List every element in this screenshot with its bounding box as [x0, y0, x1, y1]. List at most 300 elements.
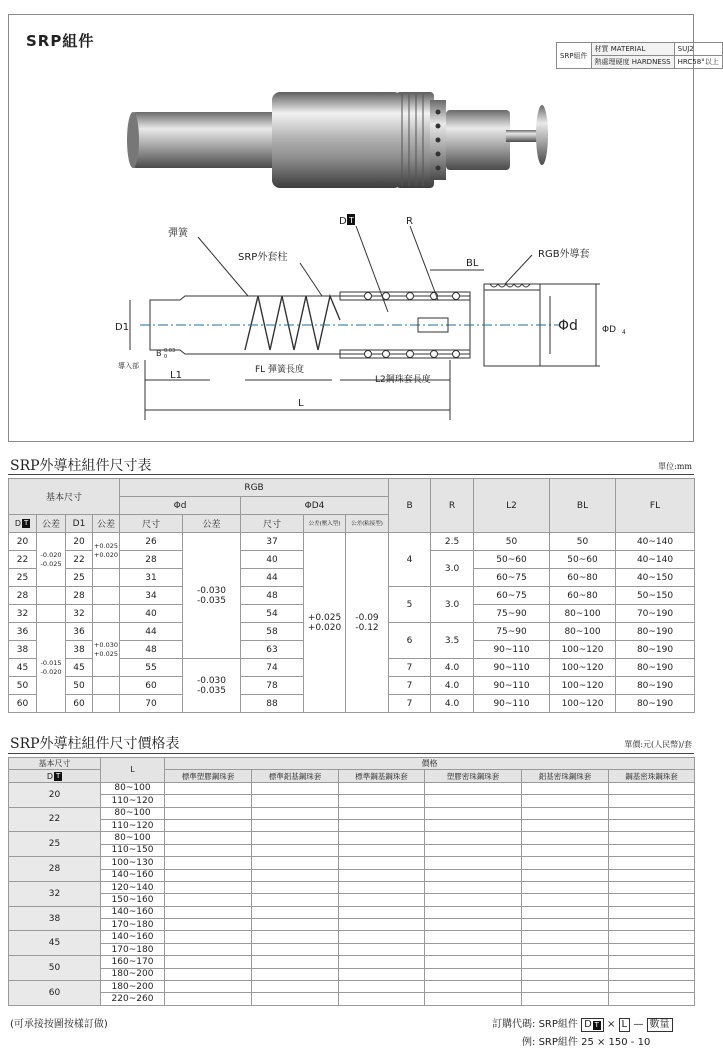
t1-d: 44 [120, 623, 183, 641]
t1-r: 3.0 [431, 587, 474, 623]
t1-d4-tol-press: +0.025 +0.020 [304, 533, 346, 713]
t2-row [9, 782, 695, 794]
t1-dt: 20 [9, 533, 37, 551]
t2-l: 110~150 [101, 844, 165, 856]
t2-price-cell [165, 795, 252, 807]
t2-price-cell [339, 968, 425, 980]
t1-d4: 48 [241, 587, 304, 605]
t1-d1: 38 [66, 641, 93, 659]
t2-price-cell [609, 993, 695, 1005]
t2-price-cell [165, 869, 252, 881]
t1-d: 34 [120, 587, 183, 605]
t2-price-cell [425, 968, 522, 980]
t2-price-cell [522, 832, 609, 844]
t1-r-header: R [431, 479, 474, 533]
t1-size-header: 尺寸 [120, 515, 183, 533]
t1-d4: 40 [241, 551, 304, 569]
t2-price-cell [339, 906, 425, 918]
label-b-tol-top: 0.03 [164, 348, 176, 354]
t1-bl-header: BL [550, 479, 616, 533]
t1-b: 5 [389, 587, 431, 623]
t1-d1: 28 [66, 587, 93, 605]
t2-row [9, 881, 695, 893]
t1-bl: 80~100 [550, 605, 616, 623]
t2-price-cell [609, 795, 695, 807]
t2-price-cell [425, 919, 522, 931]
label-spring: 彈簧 [168, 228, 188, 239]
t2-price-cell [339, 819, 425, 831]
t2-price-cell [252, 881, 339, 893]
t1-rgb-header: RGB [120, 479, 389, 497]
label-rgb-guide: RGB外導套 [538, 249, 590, 260]
t1-d1: 50 [66, 677, 93, 695]
t2-dt: 60 [9, 981, 101, 1006]
t1-dt: 45 [9, 659, 37, 677]
t2-price-cell [425, 906, 522, 918]
t1-fl: 80~190 [616, 659, 695, 677]
t1-d: 55 [120, 659, 183, 677]
t1-l2: 60~75 [474, 569, 550, 587]
t2-dt: 28 [9, 857, 101, 882]
t2-price-col: 鋼基密珠鋼珠套 [609, 770, 695, 782]
t2-price-cell [522, 968, 609, 980]
t1-d1-tol [93, 677, 120, 695]
technical-drawing [130, 226, 600, 420]
t2-l: 120~140 [101, 881, 165, 893]
page-title: SRP組件 [26, 32, 95, 50]
t1-d1-tol [93, 695, 120, 713]
t2-price-cell [425, 993, 522, 1005]
t2-price-cell [425, 931, 522, 943]
t1-l2: 60~75 [474, 587, 550, 605]
t1-fl: 40~150 [616, 569, 695, 587]
t2-row [9, 906, 695, 918]
t2-price-cell [522, 782, 609, 794]
t2-price-cell [165, 819, 252, 831]
t1-dt-header: D T [9, 515, 37, 533]
t2-dt-header: D T [9, 770, 101, 782]
t2-l: 80~100 [101, 782, 165, 794]
dimension-table [8, 478, 695, 713]
t2-price-cell [522, 881, 609, 893]
t1-d4: 58 [241, 623, 304, 641]
spec-product: SRP組件 [557, 43, 592, 69]
t2-price-cell [522, 857, 609, 869]
t2-price-cell [522, 819, 609, 831]
t1-dt: 28 [9, 587, 37, 605]
t1-tol-press-header: 公差(壓入型) [304, 515, 346, 533]
t1-dt: 36 [9, 623, 37, 641]
t2-row [9, 857, 695, 869]
label-b-tol-bot: 0 [164, 354, 168, 360]
t2-body [9, 782, 695, 1005]
table2-title: SRP外導柱組件尺寸價格表 [10, 736, 180, 752]
spec-hardness-value: HRC58°以上 [674, 56, 722, 69]
t2-price-cell [165, 894, 252, 906]
t2-price-cell [165, 782, 252, 794]
t1-bl: 100~120 [550, 677, 616, 695]
t2-price-cell [252, 968, 339, 980]
t1-d1: 60 [66, 695, 93, 713]
label-fl: FL 彈簧長度 [255, 365, 305, 375]
t2-price-cell [609, 931, 695, 943]
t1-tol2-header: 公差 [93, 515, 120, 533]
t2-price-cell [522, 906, 609, 918]
t1-body [9, 533, 695, 713]
t2-l: 140~160 [101, 906, 165, 918]
t2-price-cell [522, 807, 609, 819]
t1-d4-tol-glue: -0.09 -0.12 [346, 533, 389, 713]
t1-d1: 32 [66, 605, 93, 623]
t1-fl: 40~140 [616, 533, 695, 551]
t2-price-cell [339, 919, 425, 931]
t2-l: 160~170 [101, 956, 165, 968]
t2-price-cell [609, 832, 695, 844]
table1-rule [8, 474, 694, 475]
t2-price-cell [165, 807, 252, 819]
t2-row [9, 869, 695, 881]
t2-price-cell [339, 931, 425, 943]
label-outer-post: SRP外套柱 [238, 252, 288, 263]
t2-price-cell [609, 881, 695, 893]
t1-b: 7 [389, 695, 431, 713]
t2-price-header: 價格 [165, 758, 695, 770]
t2-price-cell [252, 993, 339, 1005]
t2-price-cell [522, 931, 609, 943]
t1-dt: 38 [9, 641, 37, 659]
t1-d1: 45 [66, 659, 93, 677]
t2-price-cell [609, 844, 695, 856]
t1-fl: 50~150 [616, 587, 695, 605]
t1-d4: 37 [241, 533, 304, 551]
t2-price-cell [425, 795, 522, 807]
t1-d: 28 [120, 551, 183, 569]
t1-l2: 90~110 [474, 659, 550, 677]
t2-price-cell [339, 869, 425, 881]
svg-text:T: T [349, 216, 354, 225]
t2-l: 140~160 [101, 869, 165, 881]
t2-price-cell [425, 881, 522, 893]
t2-price-cell [252, 919, 339, 931]
spec-material-label: 材質 MATERIAL [591, 43, 674, 56]
t2-price-cell [609, 906, 695, 918]
t2-price-cell [609, 943, 695, 955]
label-phi-d4-sub: 4 [622, 329, 626, 336]
t1-dt: 50 [9, 677, 37, 695]
t2-dt: 38 [9, 906, 101, 931]
t1-r: 2.5 [431, 533, 474, 551]
t2-price-cell [425, 819, 522, 831]
t2-price-cell [425, 869, 522, 881]
t2-price-col: 標準塑膠鋼珠套 [165, 770, 252, 782]
t1-d4: 78 [241, 677, 304, 695]
t2-price-cell [522, 844, 609, 856]
t2-price-cell [165, 931, 252, 943]
t2-price-cell [339, 782, 425, 794]
t2-price-cell [339, 956, 425, 968]
t1-bl: 60~80 [550, 587, 616, 605]
t1-d: 31 [120, 569, 183, 587]
t1-b-header: B [389, 479, 431, 533]
t2-l: 170~180 [101, 943, 165, 955]
t2-row [9, 844, 695, 856]
t2-price-cell [609, 956, 695, 968]
t2-l: 170~180 [101, 919, 165, 931]
t2-price-cell [165, 844, 252, 856]
t2-price-cell [522, 981, 609, 993]
t2-price-cell [609, 981, 695, 993]
label-entry: 導入部 [118, 362, 139, 370]
t2-row [9, 795, 695, 807]
t1-d: 60 [120, 677, 183, 695]
t1-d1-tol [93, 605, 120, 623]
t2-row [9, 993, 695, 1005]
t1-d: 48 [120, 641, 183, 659]
t2-price-cell [252, 931, 339, 943]
label-l1: L1 [170, 370, 182, 381]
t2-price-cell [609, 894, 695, 906]
label-l: L [298, 398, 304, 409]
t1-l2: 90~110 [474, 641, 550, 659]
t2-row [9, 919, 695, 931]
label-phi-d4: ΦD [602, 325, 617, 335]
t2-price-cell [165, 956, 252, 968]
t2-price-cell [425, 857, 522, 869]
t1-row [9, 533, 695, 551]
t2-price-cell [425, 807, 522, 819]
t2-price-cell [252, 869, 339, 881]
order-example: 例: SRP組件 25 × 150 - 10 [522, 1037, 651, 1048]
t1-fl: 70~190 [616, 605, 695, 623]
t2-price-cell [165, 993, 252, 1005]
t2-dt: 20 [9, 782, 101, 807]
t2-price-cell [252, 832, 339, 844]
label-d1: D1 [115, 322, 130, 333]
t1-dt-tol [37, 587, 66, 605]
t1-r: 4.0 [431, 677, 474, 695]
t2-row [9, 968, 695, 980]
t2-price-cell [339, 981, 425, 993]
order-code: 訂購代碼: SRP組件 D T × L — 數量 [492, 1015, 673, 1032]
t2-price-cell [339, 881, 425, 893]
t1-b: 6 [389, 623, 431, 659]
t2-price-cell [165, 832, 252, 844]
t1-d-tol: -0.030 -0.035 [183, 659, 241, 713]
t2-price-cell [522, 956, 609, 968]
t2-price-cell [522, 894, 609, 906]
t2-l: 220~260 [101, 993, 165, 1005]
t1-bl: 60~80 [550, 569, 616, 587]
t1-d1-tol: +0.025 +0.020 [93, 533, 120, 569]
t1-d1-tol: +0.030 +0.025 [93, 623, 120, 677]
t2-price-cell [252, 894, 339, 906]
t1-d1: 20 [66, 533, 93, 551]
t2-dt: 25 [9, 832, 101, 857]
t2-price-cell [165, 857, 252, 869]
t2-price-cell [165, 968, 252, 980]
t2-price-cell [339, 832, 425, 844]
t1-r: 3.0 [431, 551, 474, 587]
t1-d1-tol [93, 569, 120, 587]
t2-l: 80~100 [101, 807, 165, 819]
t2-row [9, 931, 695, 943]
t1-phid-header: Φd [120, 497, 241, 515]
t1-dt: 32 [9, 605, 37, 623]
t2-price-cell [522, 919, 609, 931]
t2-price-cell [522, 993, 609, 1005]
t1-fl-header: FL [616, 479, 695, 533]
t1-l2: 75~90 [474, 623, 550, 641]
t1-tol-header: 公差 [37, 515, 66, 533]
label-phi-d: Φd [558, 318, 578, 334]
t1-d1: 25 [66, 569, 93, 587]
t1-fl: 80~190 [616, 677, 695, 695]
label-bl: BL [466, 258, 479, 269]
price-table [8, 757, 695, 1006]
t1-l2: 75~90 [474, 605, 550, 623]
t1-basic-header: 基本尺寸 [9, 479, 120, 515]
table1-unit: 單位:mm [658, 462, 692, 471]
t2-price-cell [339, 993, 425, 1005]
t1-l2: 50 [474, 533, 550, 551]
t2-row [9, 894, 695, 906]
t2-l: 110~120 [101, 819, 165, 831]
t1-fl: 80~190 [616, 695, 695, 713]
t2-price-cell [339, 857, 425, 869]
t1-r: 4.0 [431, 695, 474, 713]
t2-price-cell [252, 956, 339, 968]
t1-b: 7 [389, 659, 431, 677]
t1-d4: 54 [241, 605, 304, 623]
t1-dt-tol [37, 605, 66, 623]
t2-price-cell [252, 943, 339, 955]
t2-price-cell [522, 943, 609, 955]
t2-price-cell [165, 906, 252, 918]
t2-l: 100~130 [101, 857, 165, 869]
t2-price-cell [252, 906, 339, 918]
t1-d1: 36 [66, 623, 93, 641]
product-illustration [0, 0, 700, 440]
t2-price-cell [609, 919, 695, 931]
t1-l2-header: L2 [474, 479, 550, 533]
t2-price-cell [425, 981, 522, 993]
t1-bl: 100~120 [550, 641, 616, 659]
t2-l: 150~160 [101, 894, 165, 906]
t2-l: 140~160 [101, 931, 165, 943]
t2-row [9, 819, 695, 831]
t2-price-cell [165, 881, 252, 893]
t1-d: 40 [120, 605, 183, 623]
t2-l: 110~120 [101, 795, 165, 807]
t2-price-cell [609, 857, 695, 869]
t1-d1: 22 [66, 551, 93, 569]
t2-price-cell [609, 968, 695, 980]
t2-price-cell [425, 956, 522, 968]
t2-price-cell [339, 844, 425, 856]
t1-phid4-header: ΦD4 [241, 497, 389, 515]
t1-l2: 90~110 [474, 677, 550, 695]
label-dt: D [339, 216, 347, 227]
label-r: R [406, 216, 413, 227]
t1-dt-tol: -0.015 -0.020 [37, 623, 66, 713]
t2-price-cell [609, 819, 695, 831]
t1-d1-tol [93, 587, 120, 605]
t1-r: 3.5 [431, 623, 474, 659]
spec-hardness-label: 熱處理硬度 HARDNESS [591, 56, 674, 69]
label-b: B [156, 349, 162, 358]
t2-price-cell [339, 943, 425, 955]
t1-d4: 44 [241, 569, 304, 587]
t1-dt: 25 [9, 569, 37, 587]
t2-l: 180~200 [101, 981, 165, 993]
t2-price-cell [165, 943, 252, 955]
t2-row [9, 956, 695, 968]
label-l2: L2鋼珠套長度 [375, 375, 431, 385]
t2-price-col: 標準鋼基鋼珠套 [339, 770, 425, 782]
t1-fl: 80~190 [616, 623, 695, 641]
t2-dt: 22 [9, 807, 101, 832]
t2-l-header: L [101, 758, 165, 783]
t1-d4: 74 [241, 659, 304, 677]
t2-price-cell [609, 869, 695, 881]
t2-basic-header: 基本尺寸 [9, 758, 101, 770]
t2-price-cell [252, 857, 339, 869]
table1-title: SRP外導柱組件尺寸表 [10, 458, 152, 474]
t1-b: 4 [389, 533, 431, 587]
t1-bl: 100~120 [550, 695, 616, 713]
t1-d4: 63 [241, 641, 304, 659]
t1-dt: 22 [9, 551, 37, 569]
t2-price-cell [252, 844, 339, 856]
t2-price-cell [609, 807, 695, 819]
t2-dt: 50 [9, 956, 101, 981]
t1-bl: 50~60 [550, 551, 616, 569]
t1-fl: 80~190 [616, 641, 695, 659]
t2-price-cell [425, 943, 522, 955]
t2-price-cell [252, 819, 339, 831]
t2-l: 80~100 [101, 832, 165, 844]
t2-price-cell [339, 894, 425, 906]
t2-price-cell [339, 807, 425, 819]
t1-bl: 100~120 [550, 659, 616, 677]
t2-price-cell [425, 832, 522, 844]
t2-price-cell [252, 782, 339, 794]
custom-order-note: (可承接按圖按樣訂做) [10, 1019, 108, 1030]
t1-d: 70 [120, 695, 183, 713]
t1-bl: 80~100 [550, 623, 616, 641]
table2-rule [8, 753, 694, 754]
t2-price-cell [252, 807, 339, 819]
t1-tol3-header: 公差 [183, 515, 241, 533]
t2-row [9, 981, 695, 993]
t2-row [9, 807, 695, 819]
table2-unit: 單價:元(人民幣)/套 [624, 740, 692, 749]
t2-price-cell [522, 869, 609, 881]
product-photo [127, 92, 548, 188]
t1-size2-header: 尺寸 [241, 515, 304, 533]
t2-l: 180~200 [101, 968, 165, 980]
t1-b: 7 [389, 677, 431, 695]
t2-price-cell [425, 894, 522, 906]
t2-price-cell [522, 795, 609, 807]
t2-row [9, 943, 695, 955]
t1-fl: 40~140 [616, 551, 695, 569]
t2-price-cell [425, 844, 522, 856]
t2-row [9, 832, 695, 844]
t2-price-cell [252, 981, 339, 993]
t2-price-col: 鋁基密珠鋼珠套 [522, 770, 609, 782]
t2-dt: 45 [9, 931, 101, 956]
